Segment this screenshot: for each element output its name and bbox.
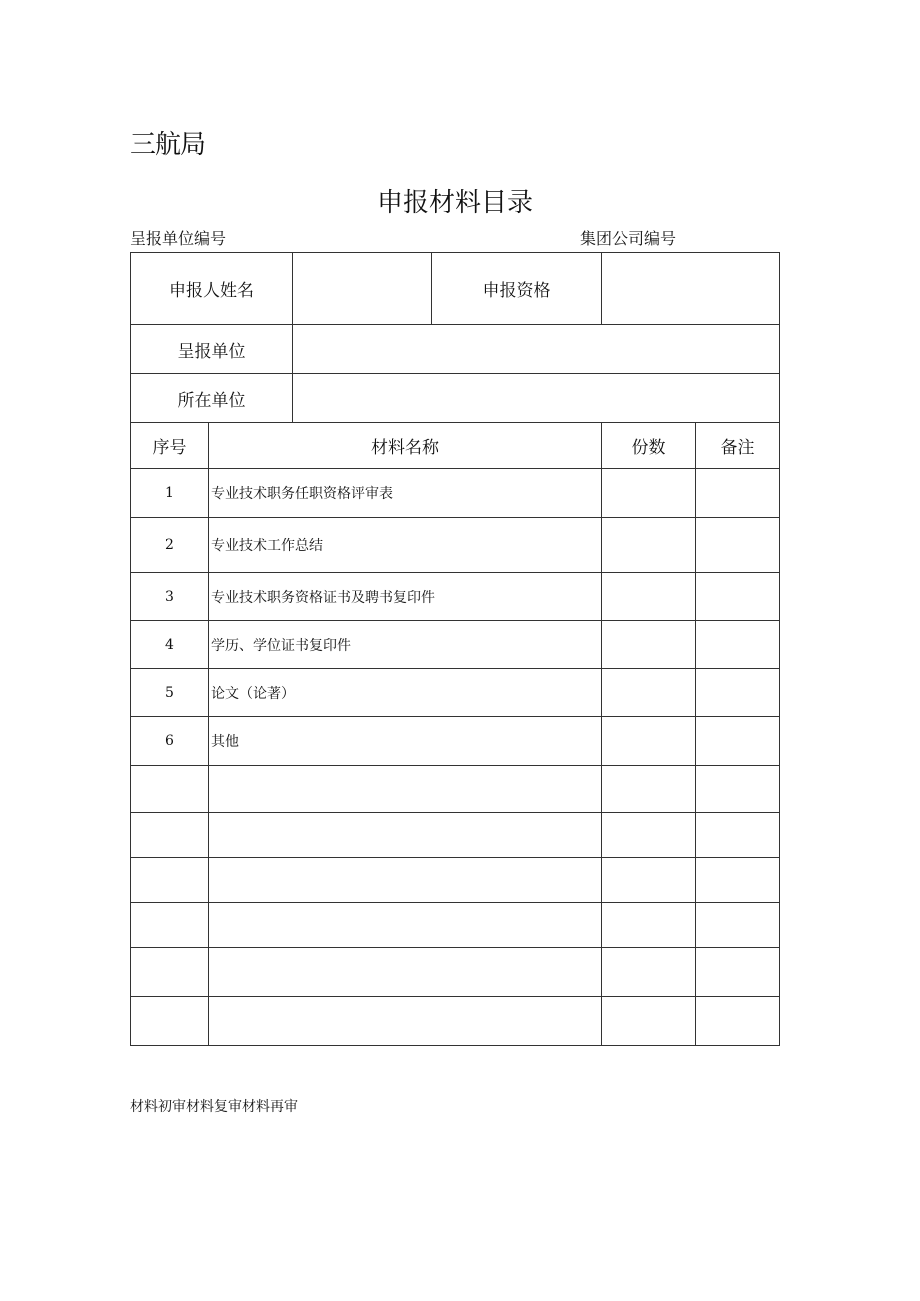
row-number [130, 902, 209, 948]
row-material-name[interactable] [208, 812, 602, 858]
current-unit-label: 所在单位 [130, 373, 293, 423]
row-copies[interactable] [601, 716, 696, 766]
row-copies[interactable] [601, 468, 696, 518]
applicant-name-field[interactable] [292, 252, 432, 325]
row-number: 5 [130, 668, 209, 717]
organization-name: 三航局 [130, 130, 206, 160]
submitting-unit-number-label: 呈报单位编号 [130, 229, 227, 248]
row-remarks[interactable] [695, 517, 780, 573]
row-copies[interactable] [601, 668, 696, 717]
row-copies[interactable] [601, 812, 696, 858]
row-copies[interactable] [601, 857, 696, 903]
row-number [130, 812, 209, 858]
row-number [130, 947, 209, 997]
row-copies[interactable] [601, 765, 696, 813]
row-material-name[interactable] [208, 902, 602, 948]
qualification-label: 申报资格 [431, 252, 602, 325]
submitting-unit-label: 呈报单位 [130, 324, 293, 374]
row-number: 3 [130, 572, 209, 621]
row-material-name[interactable] [208, 947, 602, 997]
row-material-name[interactable] [208, 857, 602, 903]
column-header-material-name: 材料名称 [208, 422, 602, 469]
page-title: 申报材料目录 [376, 188, 533, 218]
row-number [130, 765, 209, 813]
row-number: 1 [130, 468, 209, 518]
row-remarks[interactable] [695, 812, 780, 858]
row-material-name: 专业技术职务任职资格评审表 [208, 468, 602, 518]
row-remarks[interactable] [695, 996, 780, 1046]
row-copies[interactable] [601, 572, 696, 621]
row-remarks[interactable] [695, 947, 780, 997]
row-material-name: 论文（论著） [208, 668, 602, 717]
row-number: 2 [130, 517, 209, 573]
current-unit-field[interactable] [292, 373, 780, 423]
row-material-name[interactable] [208, 996, 602, 1046]
qualification-field[interactable] [601, 252, 780, 325]
row-copies[interactable] [601, 947, 696, 997]
row-copies[interactable] [601, 902, 696, 948]
column-header-remarks: 备注 [695, 422, 780, 469]
row-material-name: 学历、学位证书复印件 [208, 620, 602, 669]
row-remarks[interactable] [695, 668, 780, 717]
row-remarks[interactable] [695, 765, 780, 813]
group-company-number-label: 集团公司编号 [580, 229, 677, 248]
row-number: 6 [130, 716, 209, 766]
row-material-name: 专业技术职务资格证书及聘书复印件 [208, 572, 602, 621]
row-material-name: 其他 [208, 716, 602, 766]
applicant-name-label: 申报人姓名 [130, 252, 293, 325]
row-copies[interactable] [601, 620, 696, 669]
row-copies[interactable] [601, 517, 696, 573]
row-remarks[interactable] [695, 716, 780, 766]
row-remarks[interactable] [695, 902, 780, 948]
row-material-name[interactable] [208, 765, 602, 813]
row-copies[interactable] [601, 996, 696, 1046]
row-remarks[interactable] [695, 620, 780, 669]
row-material-name: 专业技术工作总结 [208, 517, 602, 573]
row-remarks[interactable] [695, 468, 780, 518]
column-header-number: 序号 [130, 422, 209, 469]
row-remarks[interactable] [695, 857, 780, 903]
row-number [130, 857, 209, 903]
review-stages-text: 材料初审材料复审材料再审 [130, 1099, 298, 1115]
row-remarks[interactable] [695, 572, 780, 621]
column-header-copies: 份数 [601, 422, 696, 469]
row-number [130, 996, 209, 1046]
row-number: 4 [130, 620, 209, 669]
submitting-unit-field[interactable] [292, 324, 780, 374]
